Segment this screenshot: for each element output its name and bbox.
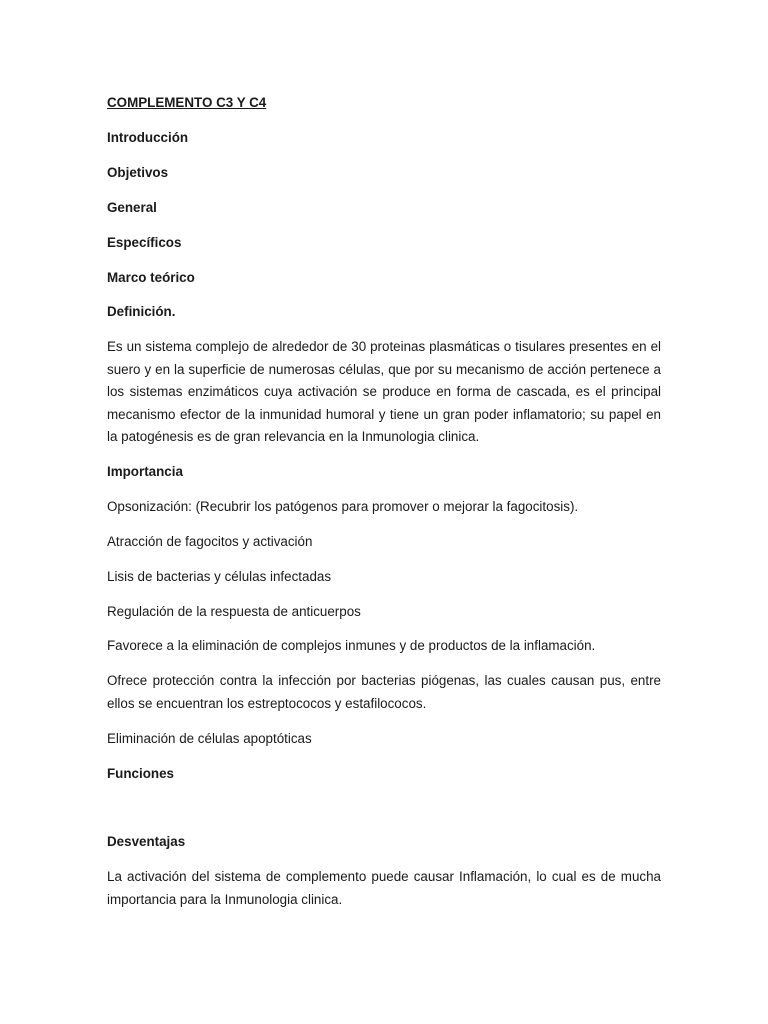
importancia-item: Atracción de fagocitos y activación xyxy=(107,533,313,549)
importancia-item: Ofrece protección contra la infección por bacterias piógenas, las cuales causan pus, entre ellos se encuentran los estreptococos y estafilococos. xyxy=(107,673,661,711)
desventajas-paragraph: La activación del sistema de complemento puede causar Inflamación, lo cual es de mucha importancia para la Inmunologia clinica. xyxy=(107,869,661,907)
heading-definicion: Definición. xyxy=(107,304,176,320)
heading-general: General xyxy=(107,199,157,215)
blank-space xyxy=(107,797,661,831)
definicion-paragraph: Es un sistema complejo de alrededor de 30 proteinas plasmáticas o tisulares presentes en el suero y en la superficie de numerosas células, que por su mecanismo de acción pertenece a los sistemas enzimáticos cuya activación se produce en forma de cascada, es el principal mecanismo efector de la inmunidad humoral y tiene un gran poder inflamatorio; su papel en la patogénesis es de gran relevancia en la Inmunologia clinica. xyxy=(107,339,661,444)
importancia-item: Regulación de la respuesta de anticuerpos xyxy=(107,603,361,619)
document-title: COMPLEMENTO C3 Y C4 xyxy=(107,95,267,110)
importancia-item: Eliminación de células apoptóticas xyxy=(107,730,312,746)
document-content xyxy=(107,92,661,924)
heading-importancia: Importancia xyxy=(107,463,183,479)
importancia-item: Favorece a la eliminación de complejos inmunes y de productos de la inflamación. xyxy=(107,638,596,654)
heading-desventajas: Desventajas xyxy=(107,834,186,850)
heading-introduccion: Introducción xyxy=(107,129,189,145)
heading-funciones: Funciones xyxy=(107,765,174,781)
importancia-item: Opsonización: (Recubrir los patógenos para promover o mejorar la fagocitosis). xyxy=(107,498,579,514)
heading-marco-teorico: Marco teórico xyxy=(107,269,195,285)
heading-especificos: Específicos xyxy=(107,234,182,250)
heading-objetivos: Objetivos xyxy=(107,164,169,180)
importancia-item: Lisis de bacterias y células infectadas xyxy=(107,568,332,584)
